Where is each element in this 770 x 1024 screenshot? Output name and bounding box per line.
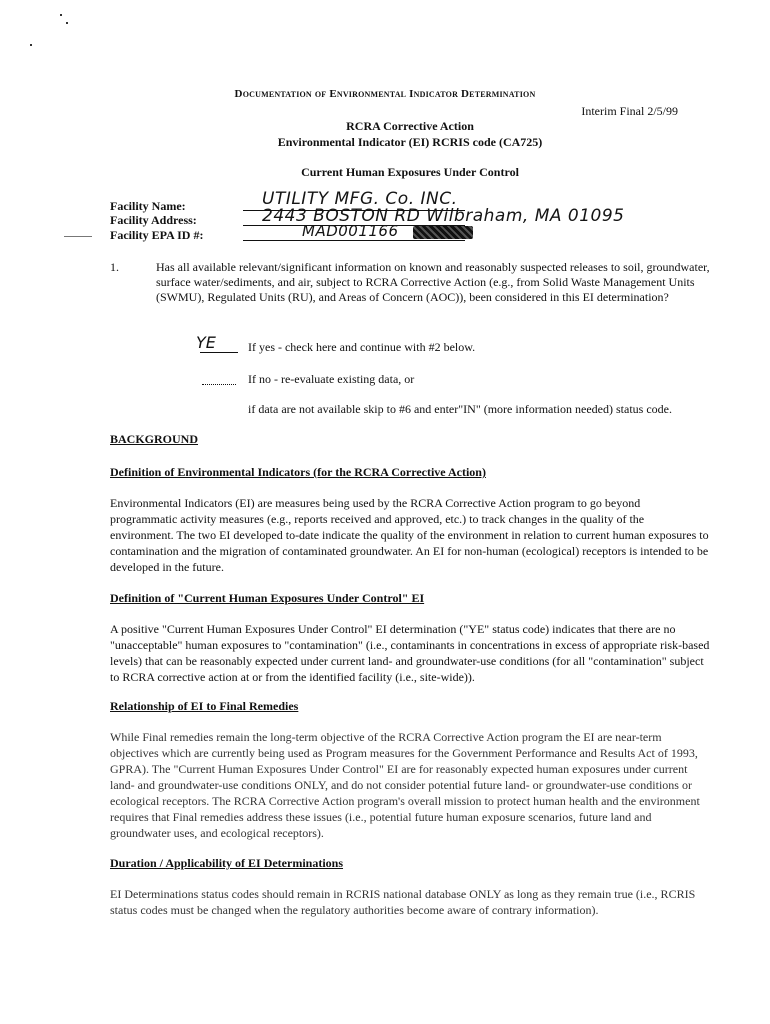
section-paragraph: Environmental Indicators (EI) are measures being used by the RCRA Corrective Action program to go beyond programmatic activity measures (e.g., reports received and approved, etc.) to track changes in the quality of the environment. The two EI developed to-date indicate the quality of the environment in relation to current human exposures to contamination and the migration of contaminated groundwater. An EI for non-human (ecological) receptors is intended to be developed in the future.: [110, 496, 709, 574]
section-heading: Definition of Environmental Indicators (for the RCRA Corrective Action): [110, 465, 486, 479]
program-title: RCRA Corrective Action: [346, 119, 474, 133]
background-heading: BACKGROUND: [110, 432, 199, 446]
question-text: Has all available relevant/significant information on known and reasonably suspected releases to soil, groundwater, surface water/sediments, and air, subject to RCRA Corrective Action (e.g., from Solid Waste Management Units (SWMU), Regulated Units (RU), and Areas of Concern (AOC)), been considered in this EI determination?: [156, 260, 710, 304]
skip-option-text: if data are not available skip to #6 and enter"IN" (more information needed) status code.: [248, 402, 672, 416]
redaction-scribble: [413, 226, 473, 239]
ei-code-title: Environmental Indicator (EI) RCRIS code (CA725): [277, 135, 543, 149]
facility-epa-line: [243, 240, 465, 241]
facility-epa-label: Facility EPA ID #:: [110, 228, 204, 242]
question-number: 1.: [110, 260, 119, 274]
no-option-text: If no - re-evaluate existing data, or: [248, 372, 415, 386]
scan-speck: [60, 14, 62, 16]
facility-name-label: Facility Name:: [110, 199, 186, 213]
section-paragraph: A positive "Current Human Exposures Under Control" EI determination ("YE" status code) indicates that there are no "unacceptable" human exposures to "contamination" (i.e., contaminants in concentrations in excess of appropriate risk-based levels) that can be reasonably expected under current land- and groundwater-use conditions (for all "contamination" subject to RCRA corrective action at or from the identified facility (i.e., site-wide)).: [110, 622, 710, 684]
scan-mark: [64, 236, 92, 237]
subject-title: Current Human Exposures Under Control: [301, 165, 519, 179]
yes-line: [200, 352, 238, 353]
yes-option-text: If yes - check here and continue with #2 below.: [248, 340, 476, 354]
yes-checkmark-handwritten: YE: [196, 333, 216, 352]
facility-address-handwritten: 2443 BOSTON RD Wilbraham, MA 01095: [262, 206, 625, 226]
scan-speck: [30, 44, 32, 46]
section-paragraph: While Final remedies remain the long-term objective of the RCRA Corrective Action program the EI are near-term objectives which are currently being used as Program measures for the Government Performance and Results Act of 1993, GPRA). The "Current Human Exposures Under Control" EI are for reasonably expected human exposures under current land- and groundwater-use conditions ONLY, and do not consider potential future land- or groundwater-use conditions or ecological receptors. The RCRA Corrective Action program's overall mission to protect human health and the environment requires that Final remedies address these issues (i.e., potential future human exposure scenarios, future land and groundwater uses, and ecological receptors).: [110, 730, 700, 840]
section-heading: Duration / Applicability of EI Determinations: [110, 856, 344, 870]
no-line: [202, 384, 236, 385]
document-title: Documentation of Environmental Indicator Determination: [234, 88, 536, 100]
facility-name-handwritten: UTILITY MFG. Co. INC.: [262, 189, 458, 209]
facility-epa-handwritten: MAD001166: [302, 222, 399, 240]
section-heading: Definition of "Current Human Exposures Under Control" EI: [110, 591, 425, 605]
interim-final-date: Interim Final 2/5/99: [581, 104, 678, 118]
facility-address-label: Facility Address:: [110, 213, 197, 227]
scan-speck: [66, 22, 68, 24]
section-heading: Relationship of EI to Final Remedies: [110, 699, 299, 713]
section-paragraph: EI Determinations status codes should remain in RCRIS national database ONLY as long as they remain true (i.e., RCRIS status codes must be changed when the regulatory authorities become aware of contrary information).: [110, 887, 696, 917]
